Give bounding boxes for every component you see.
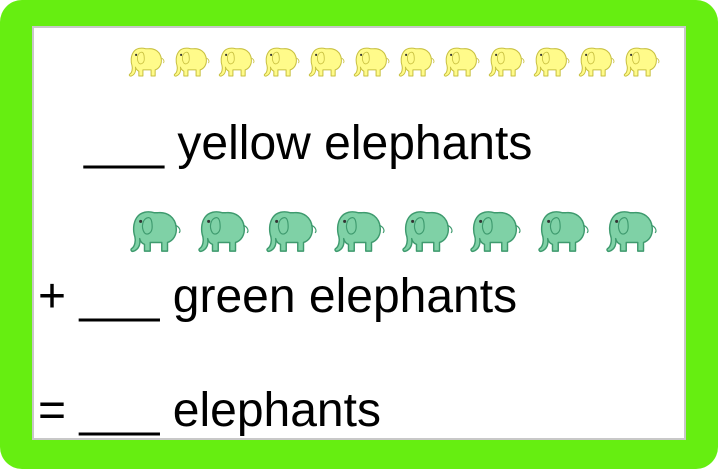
green-elephant-icon bbox=[126, 206, 186, 254]
green-elephant-icon bbox=[398, 206, 458, 254]
green-elephant-icon bbox=[194, 206, 254, 254]
green-elephant-icon bbox=[262, 206, 322, 254]
yellow-elephant-icon bbox=[441, 44, 483, 78]
green-elephants-line: + ___ green elephants bbox=[38, 270, 518, 323]
yellow-elephant-icon bbox=[171, 44, 213, 78]
yellow-elephant-icon bbox=[126, 44, 168, 78]
yellow-elephant-icon bbox=[261, 44, 303, 78]
yellow-elephant-row bbox=[126, 44, 666, 78]
yellow-elephants-line: ___ yellow elephants bbox=[84, 117, 533, 170]
yellow-elephant-icon bbox=[351, 44, 393, 78]
yellow-elephant-icon bbox=[531, 44, 573, 78]
green-elephant-icon bbox=[330, 206, 390, 254]
green-elephant-icon bbox=[534, 206, 594, 254]
green-elephant-icon bbox=[466, 206, 526, 254]
yellow-elephant-icon bbox=[621, 44, 663, 78]
yellow-elephant-icon bbox=[486, 44, 528, 78]
yellow-elephant-icon bbox=[576, 44, 618, 78]
green-elephant-row bbox=[126, 206, 670, 254]
yellow-elephant-icon bbox=[216, 44, 258, 78]
yellow-elephant-icon bbox=[396, 44, 438, 78]
green-elephant-icon bbox=[602, 206, 662, 254]
total-elephants-line: = ___ elephants bbox=[38, 384, 381, 437]
yellow-elephant-icon bbox=[306, 44, 348, 78]
